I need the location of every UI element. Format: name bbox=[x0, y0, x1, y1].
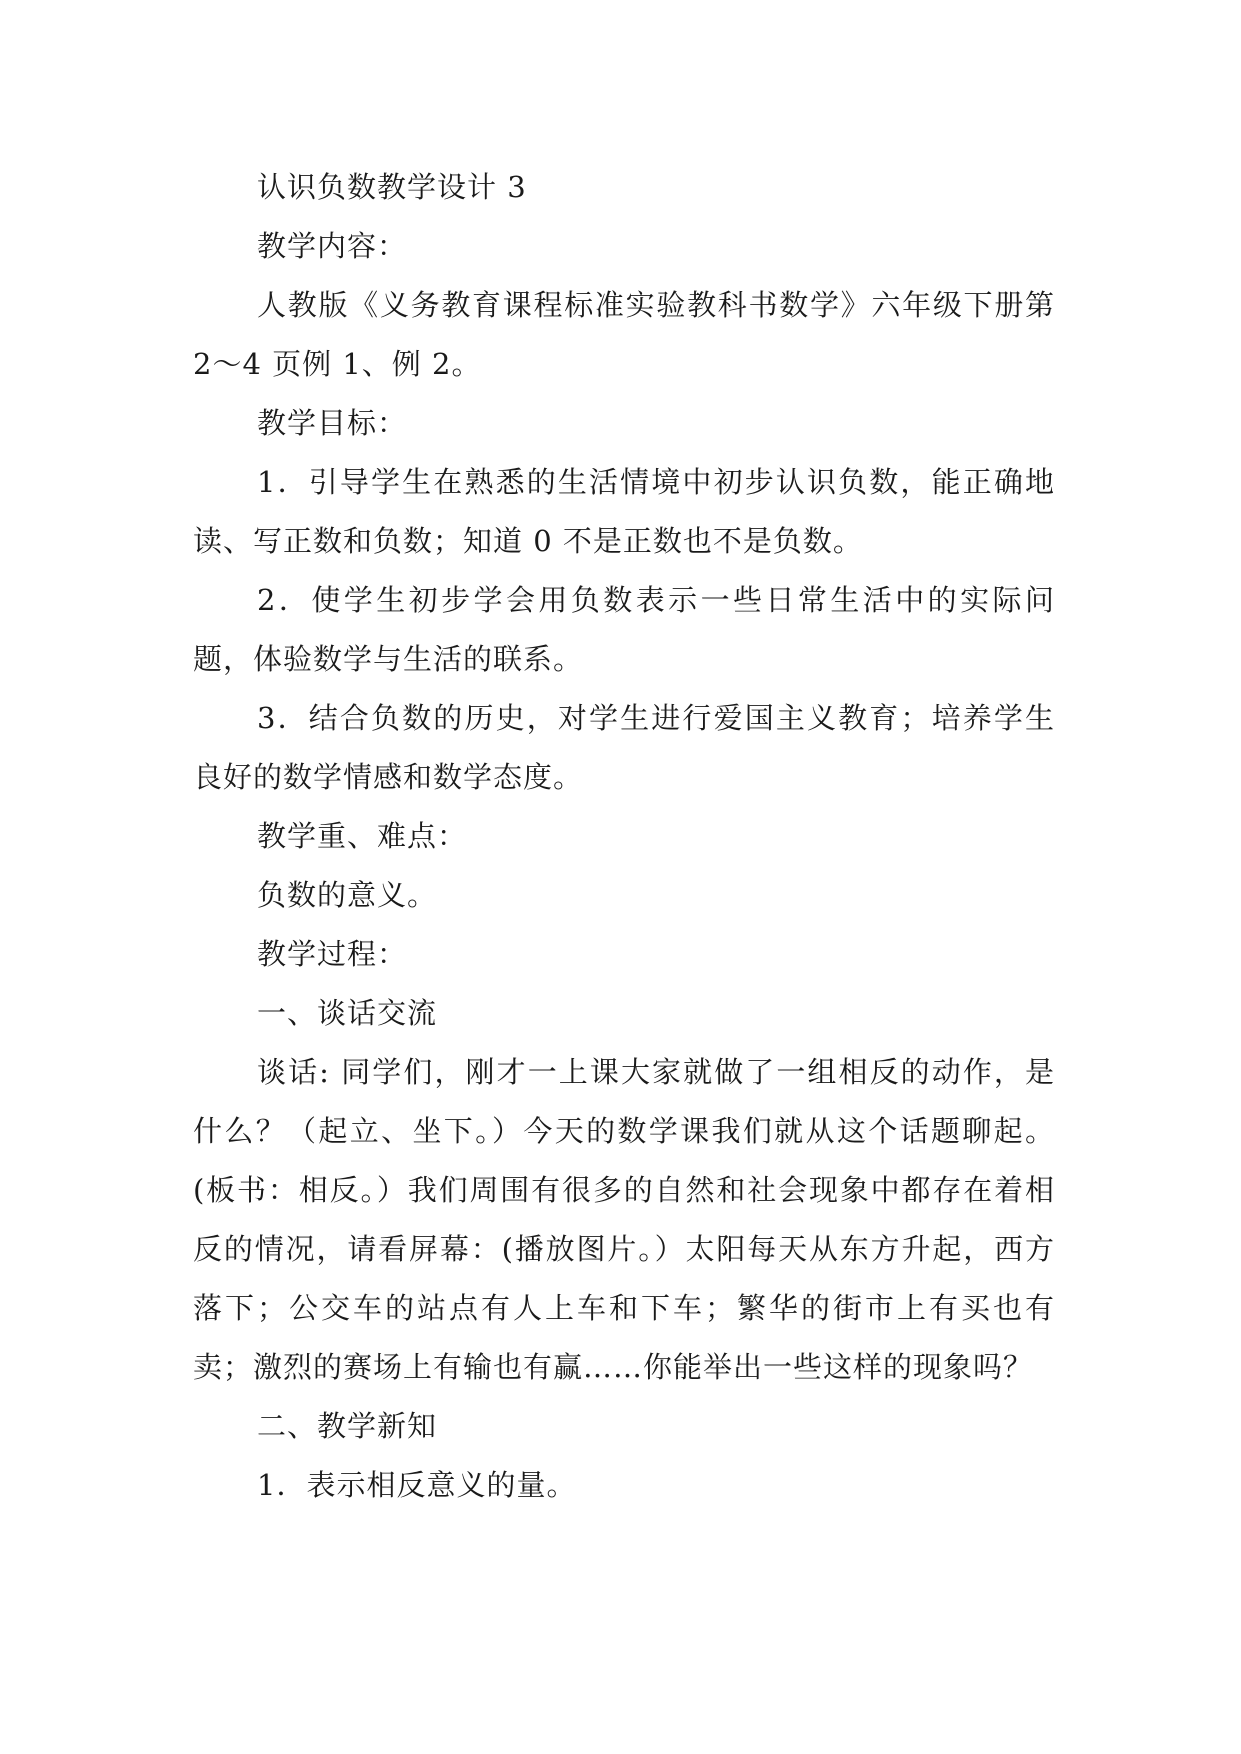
goal-item-1: 1．引导学生在熟悉的生活情境中初步认识负数，能正确地读、写正数和负数；知道 0 不是正数也不是负数。 bbox=[193, 465, 1055, 558]
paragraph-key-points: 负数的意义。 bbox=[257, 878, 438, 912]
section-heading-process: 教学过程： bbox=[257, 937, 408, 971]
paragraph-textbook: 人教版《义务教育课程标准实验教科书数学》六年级下册第 2～4 页例 1、例 2。 bbox=[193, 288, 1055, 381]
document-body bbox=[193, 158, 1055, 1515]
goal-item-3: 3．结合负数的历史，对学生进行爱国主义教育；培养学生良好的数学情感和数学态度。 bbox=[193, 701, 1055, 794]
goal-item-2: 2．使学生初步学会用负数表示一些日常生活中的实际问题，体验数学与生活的联系。 bbox=[193, 583, 1055, 676]
section-heading-key-points: 教学重、难点： bbox=[257, 819, 468, 853]
list-item-opposite-quantities: 1．表示相反意义的量。 bbox=[257, 1468, 577, 1502]
subheading-new-knowledge: 二、教学新知 bbox=[257, 1409, 438, 1443]
document-title: 认识负数教学设计 3 bbox=[257, 170, 527, 204]
section-heading-goals: 教学目标： bbox=[257, 406, 408, 440]
section-heading-content: 教学内容： bbox=[257, 229, 408, 263]
paragraph-conversation: 谈话: 同学们，刚才一上课大家就做了一组相反的动作，是什么？（起立、坐下。）今天的数学课我们就从这个话题聊起。(板书：相反。）我们周围有很多的自然和社会现象中都存在着相反的情况，请看屏幕：(播放图片。）太阳每天从东方升起，西方落下；公交车的站点有人上车和下车；繁华的街市上有买也有卖；激烈的赛场上有输也有赢……你能举出一些这样的现象吗？ bbox=[193, 1055, 1055, 1384]
subheading-conversation: 一、谈话交流 bbox=[257, 996, 438, 1030]
